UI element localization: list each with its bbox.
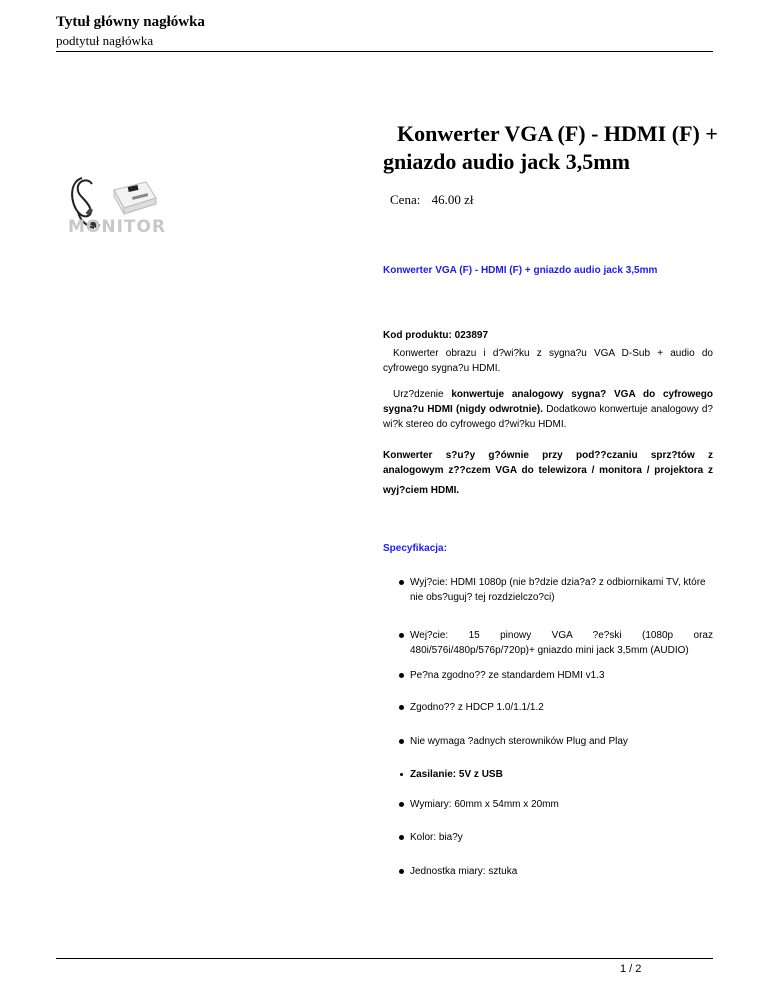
- bullet-icon: [399, 705, 404, 710]
- bullet-icon: [399, 835, 404, 840]
- bullet-icon: [399, 802, 404, 807]
- spec-item-text: Nie wymaga ?adnych sterowników Plug and Play: [410, 736, 628, 747]
- footer-rule: [56, 958, 713, 959]
- description-p1: Konwerter obrazu i d?wi?ku z sygna?u VGA D-Sub + audio do cyfrowego sygna?u HDMI.: [383, 348, 713, 374]
- description-p2-c: Dodatkowo konwertuje analogowy d?wi?k stereo do cyfrowego d?wi?ku HDMI.: [383, 404, 713, 430]
- price: [390, 192, 473, 208]
- spec-item: [410, 797, 713, 812]
- spec-item: [410, 700, 713, 715]
- spec-item-text: Wyj?cie: HDMI 1080p (nie b?dzie dzia?a? z odbiornikami TV, które nie obs?uguj? tej rozdzielczo?ci): [410, 577, 706, 603]
- product-title: [383, 120, 718, 176]
- product-photo: [64, 168, 172, 240]
- product-title-text: Konwerter VGA (F) - HDMI (F) + gniazdo audio jack 3,5mm: [383, 121, 718, 174]
- bullet-icon: [400, 773, 403, 776]
- image-watermark: MONITOR: [68, 217, 167, 237]
- price-label: Cena:: [390, 192, 421, 207]
- spec-item: [410, 864, 713, 879]
- spec-item: [410, 734, 713, 749]
- spec-item: [410, 575, 713, 605]
- spec-item-text: Zasilanie: 5V z USB: [410, 769, 503, 780]
- price-value: 46.00 zł: [431, 192, 474, 207]
- spec-item-text: Wymiary: 60mm x 54mm x 20mm: [410, 799, 559, 810]
- spec-item-text: 480i/576i/480p/576p/720p)+ gniazdo mini jack 3,5mm (AUDIO): [410, 645, 689, 656]
- description-p2-a: Urz?dzenie: [393, 389, 452, 400]
- spec-item-text: Zgodno?? z HDCP 1.0/1.1/1.2: [410, 702, 544, 713]
- description-p2: [383, 387, 713, 432]
- bullet-icon: [399, 869, 404, 874]
- description-p3-line2: wyj?ciem HDMI.: [383, 485, 460, 496]
- description-p3: Konwerter s?u?y g?ównie przy pod??czaniu sprz?tów z analogowym z??czem VGA do telewizora / monitora / projektora z: [383, 450, 713, 476]
- bullet-icon: [399, 673, 404, 678]
- description-p2-bold: konwertuje analogowy sygna? VGA do cyfrowego sygna?u HDMI (nigdy odwrotnie).: [383, 389, 714, 415]
- spec-item: [410, 628, 713, 643]
- spec-heading: Specyfikacja:: [383, 543, 447, 554]
- product-code: Kod produktu: 023897: [383, 330, 489, 341]
- page-number: 1 / 2: [620, 963, 642, 975]
- spec-item-text: Pe?na zgodno?? ze standardem HDMI v1.3: [410, 670, 605, 681]
- product-link[interactable]: Konwerter VGA (F) - HDMI (F) + gniazdo audio jack 3,5mm: [383, 265, 658, 276]
- bullet-icon: [399, 739, 404, 744]
- spec-item: [410, 767, 713, 782]
- product-image: [64, 168, 172, 240]
- bullet-icon: [399, 633, 404, 638]
- spec-item-continued: [410, 643, 713, 658]
- spec-item-text: Jednostka miary: sztuka: [410, 866, 518, 877]
- spec-item-text: Wej?cie: 15 pinowy VGA ?e?ski (1080p oraz: [410, 630, 713, 641]
- header-rule: [56, 51, 713, 52]
- spec-item: [410, 668, 713, 683]
- bullet-icon: [399, 580, 404, 585]
- header-subtitle: podtytuł nagłówka: [56, 33, 154, 48]
- spec-item-text: Kolor: bia?y: [410, 832, 463, 843]
- header-title: Tytuł główny nagłówka: [56, 14, 205, 30]
- spec-item: [410, 830, 713, 845]
